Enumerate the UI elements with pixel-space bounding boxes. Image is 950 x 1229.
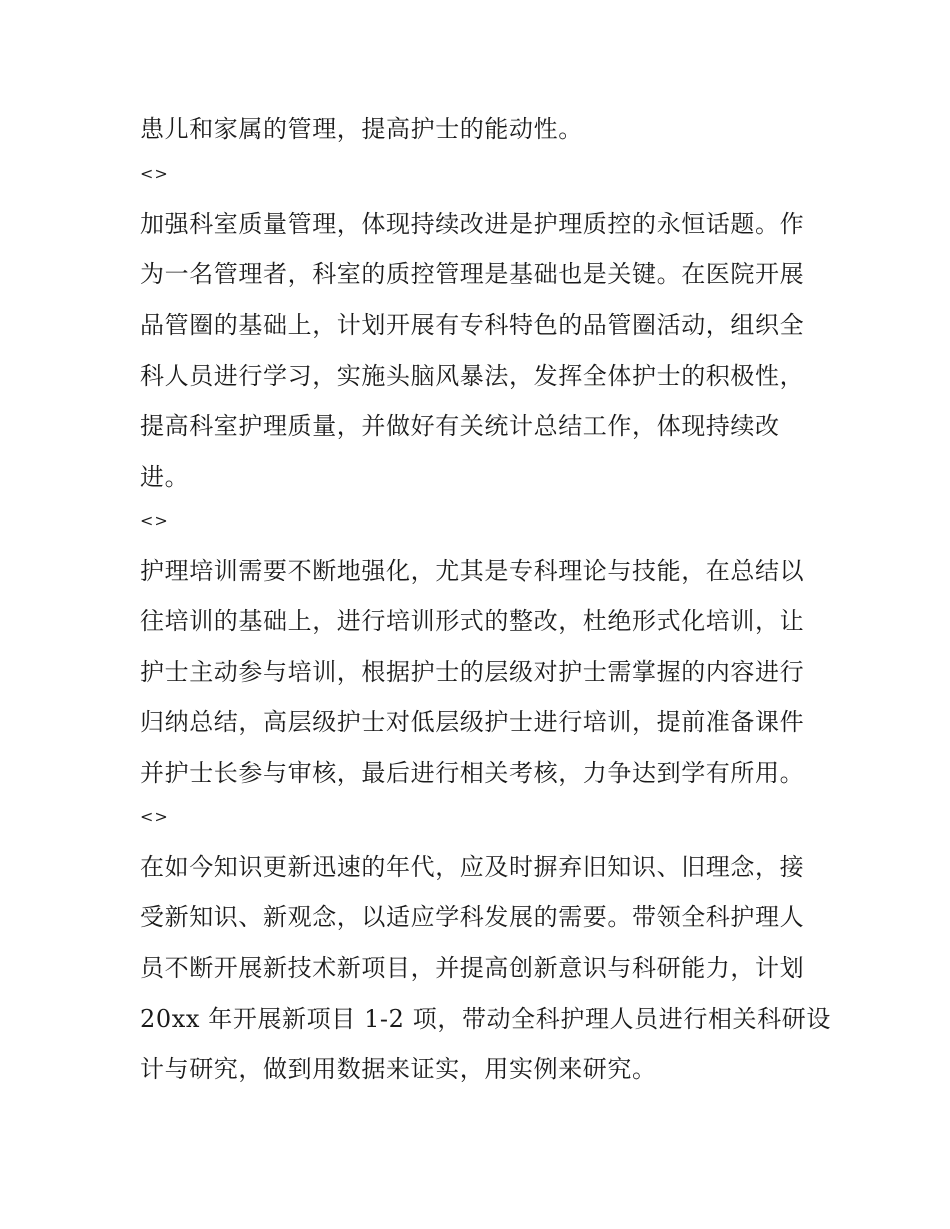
- paragraph-3-line-4: 归纳总结，高层级护士对低层级护士进行培训，提前准备课件: [140, 708, 805, 736]
- paragraph-2-line-2: 为一名管理者，科室的质控管理是基础也是关键。在医院开展: [140, 260, 805, 288]
- paragraph-3-line-2: 往培训的基础上，进行培训形式的整改，杜绝形式化培训，让: [140, 607, 805, 635]
- paragraph-4-line-4: 20xx 年开展新项目 1-2 项，带动全科护理人员进行相关科研设: [140, 1005, 831, 1033]
- paragraph-4-line-1: 在如今知识更新迅速的年代，应及时摒弃旧知识、旧理念，接: [140, 853, 805, 881]
- separator-3: <>: [140, 807, 169, 826]
- paragraph-2-line-5: 提高科室护理质量，并做好有关统计总结工作，体现持续改: [140, 412, 780, 440]
- paragraph-2-line-3: 品管圈的基础上，计划开展有专科特色的品管圈活动，组织全: [140, 311, 805, 339]
- paragraph-2-line-6: 进。: [140, 463, 190, 491]
- separator-2: <>: [140, 511, 169, 530]
- paragraph-4-line-3: 员不断开展新技术新项目，并提高创新意识与科研能力，计划: [140, 954, 805, 982]
- paragraph-3-line-3: 护士主动参与培训，根据护士的层级对护士需掌握的内容进行: [140, 658, 805, 686]
- paragraph-2-line-4: 科人员进行学习，实施头脑风暴法，发挥全体护士的积极性，: [140, 362, 805, 390]
- paragraph-4-line-2: 受新知识、新观念，以适应学科发展的需要。带领全科护理人: [140, 903, 805, 931]
- separator-1: <>: [140, 164, 169, 183]
- paragraph-3-line-1: 护理培训需要不断地强化，尤其是专科理论与技能，在总结以: [140, 557, 805, 585]
- paragraph-3-line-5: 并护士长参与审核，最后进行相关考核，力争达到学有所用。: [140, 759, 805, 787]
- paragraph-1-line-1: 患儿和家属的管理，提高护士的能动性。: [140, 115, 583, 143]
- paragraph-2-line-1: 加强科室质量管理，体现持续改进是护理质控的永恒话题。作: [140, 210, 805, 238]
- paragraph-4-line-5: 计与研究，做到用数据来证实，用实例来研究。: [140, 1055, 657, 1083]
